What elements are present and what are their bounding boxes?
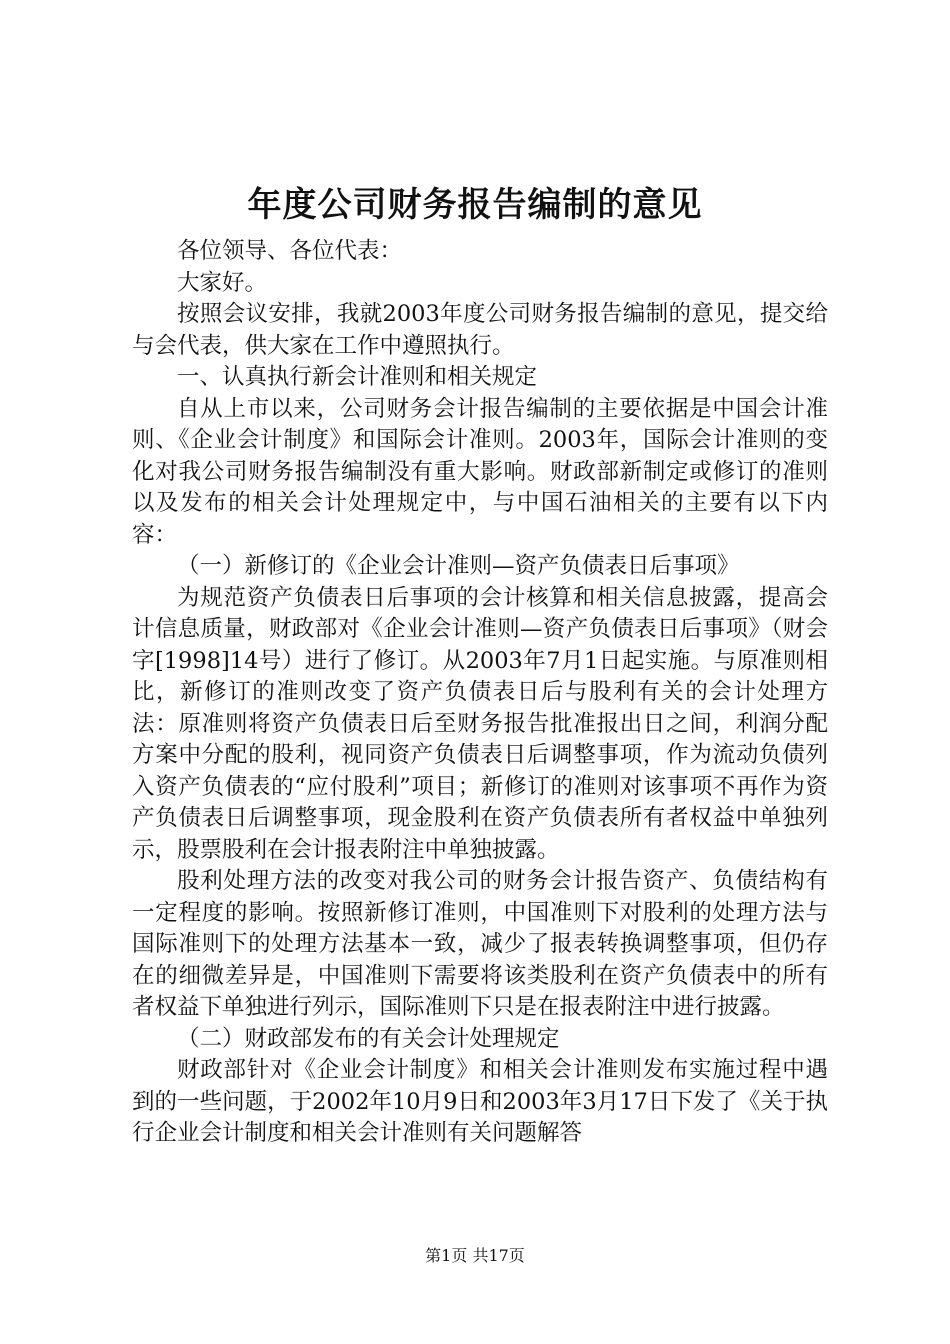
body-paragraph: 自从上市以来，公司财务会计报告编制的主要依据是中国会计准则、《企业会计制度》和国际会计准则。2003年，国际会计准则的变化对我公司财务报告编制没有重大影响。财政部新制定或修订的准则以及发布的相关会计处理规定中，与中国石油相关的主要有以下内容： [132,395,828,548]
section-heading-1: 一、认真执行新会计准则和相关规定 [177,364,538,390]
body-paragraph: 为规范资产负债表日后事项的会计核算和相关信息披露，提高会计信息质量，财政部对《企业会计准则—资产负债表日后事项》（财会字[1998]14号）进行了修订。从2003年7月1日起实施。与原准则相比，新修订的准则改变了资产负债表日后与股利有关的会计处理方法：原准则将资产负债表日后至财务报告批准报出日之间，利润分配方案中分配的股利，视同资产负债表日后调整事项，作为流动负债列入资产负债表的“应付股利”项目；新修订的准则对该事项不再作为资产负债表日后调整事项，现金股利在资产负债表所有者权益中单独列示，股票股利在会计报表附注中单独披露。 [132,584,828,863]
body-paragraph: 财政部针对《企业会计制度》和相关会计准则发布实施过程中遇到的一些问题，于2002年10月9日和2003年3月17日下发了《关于执行企业会计制度和相关会计准则有关问题解答 [132,1057,828,1146]
document-title: 年度公司财务报告编制的意见 [247,185,703,225]
subsection-heading-2: （二）财政部发布的有关会计处理规定 [177,1025,560,1052]
greeting: 大家好。 [177,269,268,296]
intro-paragraph: 按照会议安排，我就2003年度公司财务报告编制的意见，提交给与会代表，供大家在工作中遵照执行。 [132,301,828,359]
page-number: 第1页 共17页 [425,1246,525,1265]
document-body [132,236,828,1150]
subsection-heading-1: （一）新修订的《企业会计准则—资产负债表日后事项》 [177,553,740,579]
body-paragraph: 股利处理方法的改变对我公司的财务会计报告资产、负债结构有一定程度的影响。按照新修订准则，中国准则下对股利的处理方法与国际准则下的处理方法基本一致，减少了报表转换调整事项，但仍存在的细微差异是，中国准则下需要将该类股利在资产负债表中的所有者权益下单独进行列示，国际准则下只是在报表附注中进行披露。 [132,868,828,1020]
salutation: 各位领导、各位代表： [177,238,403,264]
